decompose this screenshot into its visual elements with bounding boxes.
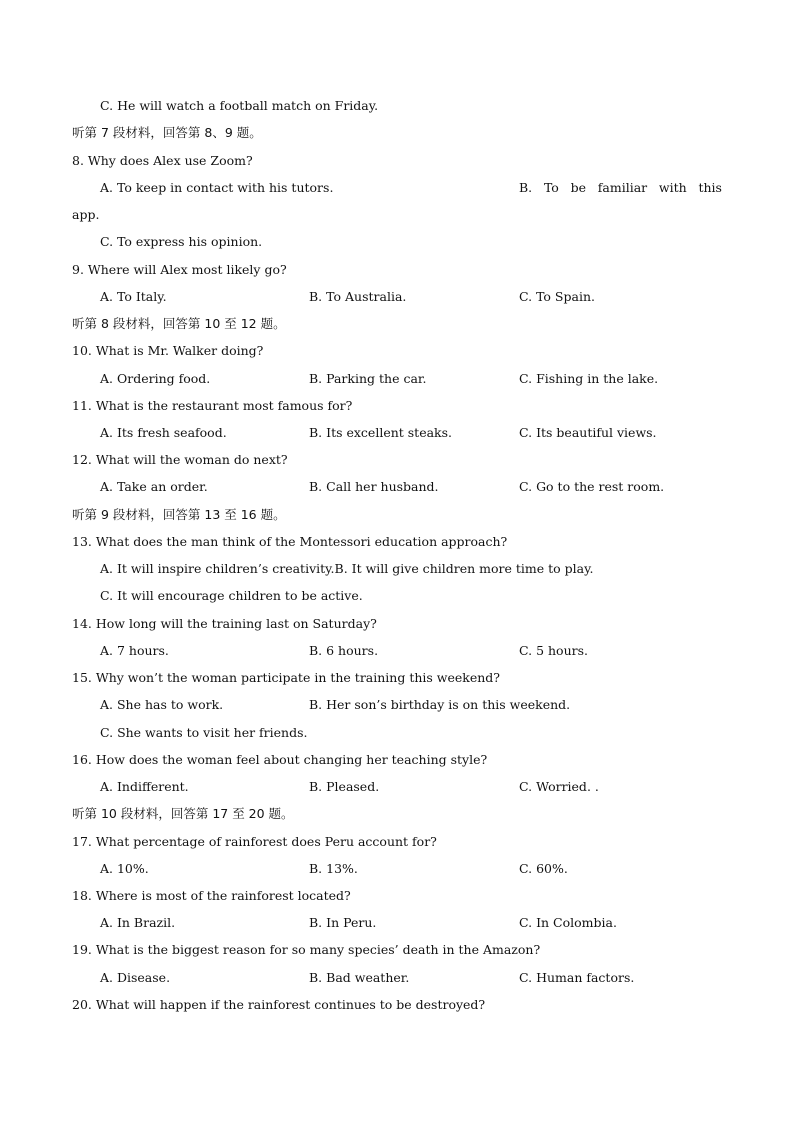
q11-option-a: A. Its fresh seafood.	[100, 425, 227, 440]
section-9-heading: 听第 9 段材料，回答第 13 至 16 题。	[72, 507, 286, 522]
q9-option-c: C. To Spain.	[519, 289, 595, 304]
q18-option-a: A. In Brazil.	[100, 915, 176, 930]
question-10: 10. What is Mr. Walker doing?	[72, 343, 264, 358]
q15-option-b: B. Her son’s birthday is on this weekend.	[309, 697, 571, 712]
q11-option-b: B. Its excellent steaks.	[309, 425, 453, 440]
q14-option-c: C. 5 hours.	[519, 643, 588, 658]
question-16: 16. How does the woman feel about changing her teaching style?	[72, 752, 488, 767]
q8-option-b-word: To	[543, 180, 559, 195]
q10-option-c: C. Fishing in the lake.	[519, 371, 659, 386]
q17-option-c: C. 60%.	[519, 861, 568, 876]
q19-option-a: A. Disease.	[100, 970, 171, 985]
q8-option-b-word: this	[698, 180, 722, 195]
q8-option-a: A. To keep in contact with his tutors.	[100, 180, 334, 195]
question-15: 15. Why won’t the woman participate in the training this weekend?	[72, 670, 500, 685]
question-20: 20. What will happen if the rainforest continues to be destroyed?	[72, 997, 486, 1012]
question-13: 13. What does the man think of the Montessori education approach?	[72, 534, 508, 549]
q8-option-b-word: B.	[519, 180, 533, 195]
q14-option-b: B. 6 hours.	[309, 643, 379, 658]
section-7-heading: 听第 7 段材料，回答第 8、9 题。	[72, 125, 262, 140]
q10-option-a: A. Ordering food.	[100, 371, 211, 386]
q16-option-c: C. Worried. .	[519, 779, 599, 794]
q8-option-b-continued: app.	[72, 207, 100, 222]
q8-option-b-word: familiar	[597, 180, 648, 195]
question-17: 17. What percentage of rainforest does Peru account for?	[72, 834, 437, 849]
question-18: 18. Where is most of the rainforest located?	[72, 888, 351, 903]
q8-option-c: C. To express his opinion.	[100, 234, 263, 249]
question-19: 19. What is the biggest reason for so many species’ death in the Amazon?	[72, 942, 541, 957]
q15-option-a: A. She has to work.	[100, 697, 224, 712]
q9-option-b: B. To Australia.	[309, 289, 407, 304]
question-11: 11. What is the restaurant most famous for?	[72, 398, 353, 413]
q13-option-c: C. It will encourage children to be active.	[100, 588, 363, 603]
question-8: 8. Why does Alex use Zoom?	[72, 153, 253, 168]
q12-option-c: C. Go to the rest room.	[519, 479, 665, 494]
q8-option-b	[519, 180, 722, 196]
q13-options-a-b: A. It will inspire children’s creativity.B. It will give children more time to play.	[100, 561, 594, 576]
q11-option-c: C. Its beautiful views.	[519, 425, 657, 440]
section-8-heading: 听第 8 段材料，回答第 10 至 12 题。	[72, 316, 286, 331]
q19-option-b: B. Bad weather.	[309, 970, 410, 985]
q12-option-b: B. Call her husband.	[309, 479, 439, 494]
q10-option-b: B. Parking the car.	[309, 371, 427, 386]
q18-option-c: C. In Colombia.	[519, 915, 617, 930]
question-14: 14. How long will the training last on Saturday?	[72, 616, 377, 631]
q12-option-a: A. Take an order.	[100, 479, 208, 494]
q18-option-b: B. In Peru.	[309, 915, 377, 930]
section-10-heading: 听第 10 段材料，回答第 17 至 20 题。	[72, 806, 294, 821]
q14-option-a: A. 7 hours.	[100, 643, 169, 658]
q8-option-b-word: with	[658, 180, 687, 195]
q16-option-b: B. Pleased.	[309, 779, 380, 794]
q9-option-a: A. To Italy.	[100, 289, 167, 304]
q19-option-c: C. Human factors.	[519, 970, 635, 985]
q7-option-c: C. He will watch a football match on Friday.	[100, 98, 379, 113]
q17-option-a: A. 10%.	[100, 861, 149, 876]
q8-option-b-word: be	[570, 180, 587, 195]
q17-option-b: B. 13%.	[309, 861, 358, 876]
q16-option-a: A. Indifferent.	[100, 779, 189, 794]
q15-option-c: C. She wants to visit her friends.	[100, 725, 308, 740]
question-12: 12. What will the woman do next?	[72, 452, 288, 467]
question-9: 9. Where will Alex most likely go?	[72, 262, 287, 277]
